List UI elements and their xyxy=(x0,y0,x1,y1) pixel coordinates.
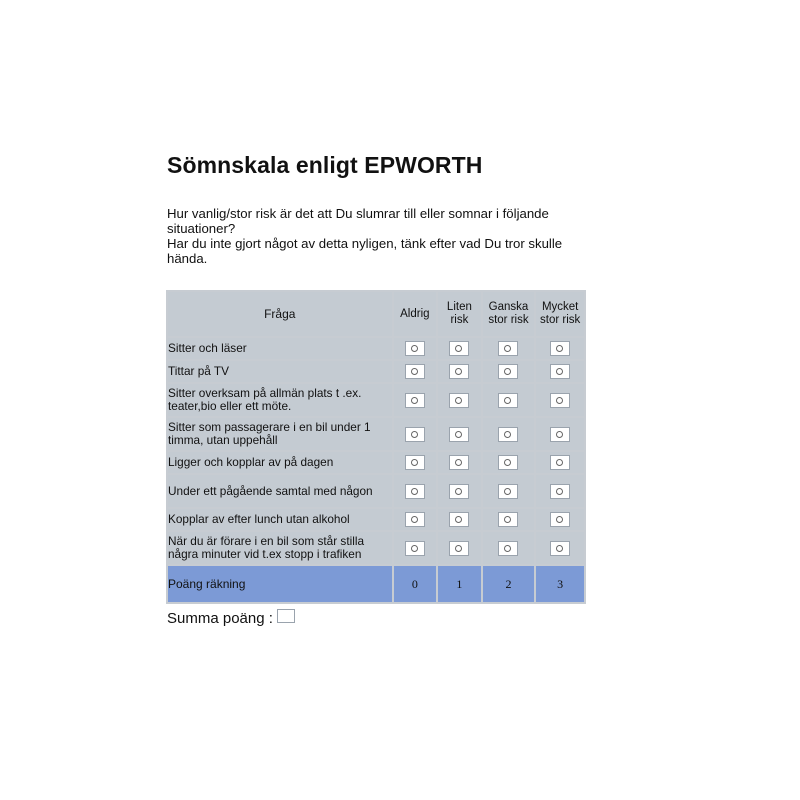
answer-radio[interactable] xyxy=(498,541,518,556)
radio-circle-icon xyxy=(455,545,462,552)
answer-radio[interactable] xyxy=(498,512,518,527)
answer-radio[interactable] xyxy=(405,512,425,527)
radio-circle-icon xyxy=(556,516,563,523)
option-cell xyxy=(483,384,535,416)
header-option-aldrig: Aldrig xyxy=(394,292,437,336)
radio-circle-icon xyxy=(411,545,418,552)
option-cell xyxy=(536,384,584,416)
total-score-input[interactable] xyxy=(277,609,295,623)
table-row xyxy=(168,361,584,382)
radio-circle-icon xyxy=(556,488,563,495)
radio-circle-icon xyxy=(504,488,511,495)
option-cell xyxy=(438,509,481,530)
answer-radio[interactable] xyxy=(405,393,425,408)
radio-circle-icon xyxy=(504,368,511,375)
answer-radio[interactable] xyxy=(498,455,518,470)
option-cell xyxy=(394,509,437,530)
answer-radio[interactable] xyxy=(449,541,469,556)
option-cell xyxy=(483,532,535,564)
answer-radio[interactable] xyxy=(449,484,469,499)
radio-circle-icon xyxy=(455,516,462,523)
radio-circle-icon xyxy=(411,397,418,404)
answer-radio[interactable] xyxy=(550,512,570,527)
question-label: Ligger och kopplar av på dagen xyxy=(168,452,392,473)
radio-circle-icon xyxy=(455,488,462,495)
table-row xyxy=(168,509,584,530)
option-cell xyxy=(394,452,437,473)
radio-circle-icon xyxy=(455,368,462,375)
answer-radio[interactable] xyxy=(550,341,570,356)
answer-radio[interactable] xyxy=(405,427,425,442)
answer-radio[interactable] xyxy=(498,341,518,356)
question-label: När du är förare i en bil som står stilla några minuter vid t.ex stopp i trafiken xyxy=(168,532,392,564)
answer-radio[interactable] xyxy=(449,455,469,470)
option-cell xyxy=(394,532,437,564)
option-cell xyxy=(483,418,535,450)
radio-circle-icon xyxy=(556,459,563,466)
radio-circle-icon xyxy=(411,516,418,523)
score-row xyxy=(168,566,584,602)
option-cell xyxy=(394,384,437,416)
option-cell xyxy=(483,338,535,359)
table-row xyxy=(168,532,584,564)
intro-line-2: Har du inte gjort något av detta nyligen, tänk efter vad Du tror skulle hända. xyxy=(167,236,563,266)
radio-circle-icon xyxy=(556,368,563,375)
answer-radio[interactable] xyxy=(449,512,469,527)
radio-circle-icon xyxy=(556,545,563,552)
answer-radio[interactable] xyxy=(449,364,469,379)
option-cell xyxy=(394,418,437,450)
option-cell xyxy=(483,509,535,530)
answer-radio[interactable] xyxy=(449,341,469,356)
header-question: Fråga xyxy=(168,292,392,336)
radio-circle-icon xyxy=(504,545,511,552)
table-header-row xyxy=(168,292,584,336)
answer-radio[interactable] xyxy=(405,541,425,556)
option-cell xyxy=(536,509,584,530)
answer-radio[interactable] xyxy=(550,427,570,442)
score-point-3: 3 xyxy=(536,566,584,602)
score-point-2: 2 xyxy=(483,566,535,602)
radio-circle-icon xyxy=(455,345,462,352)
option-cell xyxy=(536,532,584,564)
answer-radio[interactable] xyxy=(449,427,469,442)
epworth-table xyxy=(166,290,586,604)
radio-circle-icon xyxy=(556,431,563,438)
question-label: Sitter overksam på allmän plats t .ex. teater,bio eller ett möte. xyxy=(168,384,392,416)
option-cell xyxy=(483,452,535,473)
table-row xyxy=(168,452,584,473)
option-cell xyxy=(483,475,535,507)
question-label: Sitter som passagerare i en bil under 1 timma, utan uppehåll xyxy=(168,418,392,450)
radio-circle-icon xyxy=(411,345,418,352)
option-cell xyxy=(438,475,481,507)
page xyxy=(167,148,597,628)
answer-radio[interactable] xyxy=(550,484,570,499)
header-option-mycket-stor-risk: Mycket stor risk xyxy=(536,292,584,336)
radio-circle-icon xyxy=(504,345,511,352)
radio-circle-icon xyxy=(504,459,511,466)
question-label: Sitter och läser xyxy=(168,338,392,359)
radio-circle-icon xyxy=(556,345,563,352)
radio-circle-icon xyxy=(411,459,418,466)
answer-radio[interactable] xyxy=(550,455,570,470)
option-cell xyxy=(438,361,481,382)
radio-circle-icon xyxy=(504,397,511,404)
table-row xyxy=(168,475,584,507)
header-option-liten-risk: Liten risk xyxy=(438,292,481,336)
radio-circle-icon xyxy=(455,397,462,404)
intro-text xyxy=(167,206,577,266)
question-label: Kopplar av efter lunch utan alkohol xyxy=(168,509,392,530)
score-point-1: 1 xyxy=(438,566,481,602)
option-cell xyxy=(438,452,481,473)
answer-radio[interactable] xyxy=(550,364,570,379)
page-title: Sömnskala enligt EPWORTH xyxy=(167,152,483,178)
score-row-label: Poäng räkning xyxy=(168,566,392,602)
answer-radio[interactable] xyxy=(449,393,469,408)
answer-radio[interactable] xyxy=(405,364,425,379)
radio-circle-icon xyxy=(455,459,462,466)
table-row xyxy=(168,384,584,416)
option-cell xyxy=(536,418,584,450)
radio-circle-icon xyxy=(411,368,418,375)
answer-radio[interactable] xyxy=(550,393,570,408)
option-cell xyxy=(536,338,584,359)
option-cell xyxy=(536,475,584,507)
intro-line-1: Hur vanlig/stor risk är det att Du slumrar till eller somnar i följande situationer? xyxy=(167,206,549,236)
header-option-ganska-stor-risk: Ganska stor risk xyxy=(483,292,535,336)
answer-radio[interactable] xyxy=(498,427,518,442)
question-label: Under ett pågående samtal med någon xyxy=(168,475,392,507)
question-label: Tittar på TV xyxy=(168,361,392,382)
table-row xyxy=(168,418,584,450)
option-cell xyxy=(536,452,584,473)
answer-radio[interactable] xyxy=(498,393,518,408)
option-cell xyxy=(536,361,584,382)
answer-radio[interactable] xyxy=(405,341,425,356)
total-score xyxy=(167,610,597,628)
option-cell xyxy=(483,361,535,382)
score-point-0: 0 xyxy=(394,566,437,602)
radio-circle-icon xyxy=(455,431,462,438)
option-cell xyxy=(394,338,437,359)
radio-circle-icon xyxy=(411,488,418,495)
radio-circle-icon xyxy=(504,516,511,523)
answer-radio[interactable] xyxy=(550,541,570,556)
answer-radio[interactable] xyxy=(498,484,518,499)
radio-circle-icon xyxy=(411,431,418,438)
option-cell xyxy=(438,384,481,416)
answer-radio[interactable] xyxy=(405,455,425,470)
option-cell xyxy=(438,338,481,359)
table-row xyxy=(168,338,584,359)
option-cell xyxy=(438,532,481,564)
radio-circle-icon xyxy=(556,397,563,404)
option-cell xyxy=(438,418,481,450)
total-score-label: Summa poäng : xyxy=(167,610,273,627)
radio-circle-icon xyxy=(504,431,511,438)
option-cell xyxy=(394,361,437,382)
answer-radio[interactable] xyxy=(405,484,425,499)
option-cell xyxy=(394,475,437,507)
answer-radio[interactable] xyxy=(498,364,518,379)
